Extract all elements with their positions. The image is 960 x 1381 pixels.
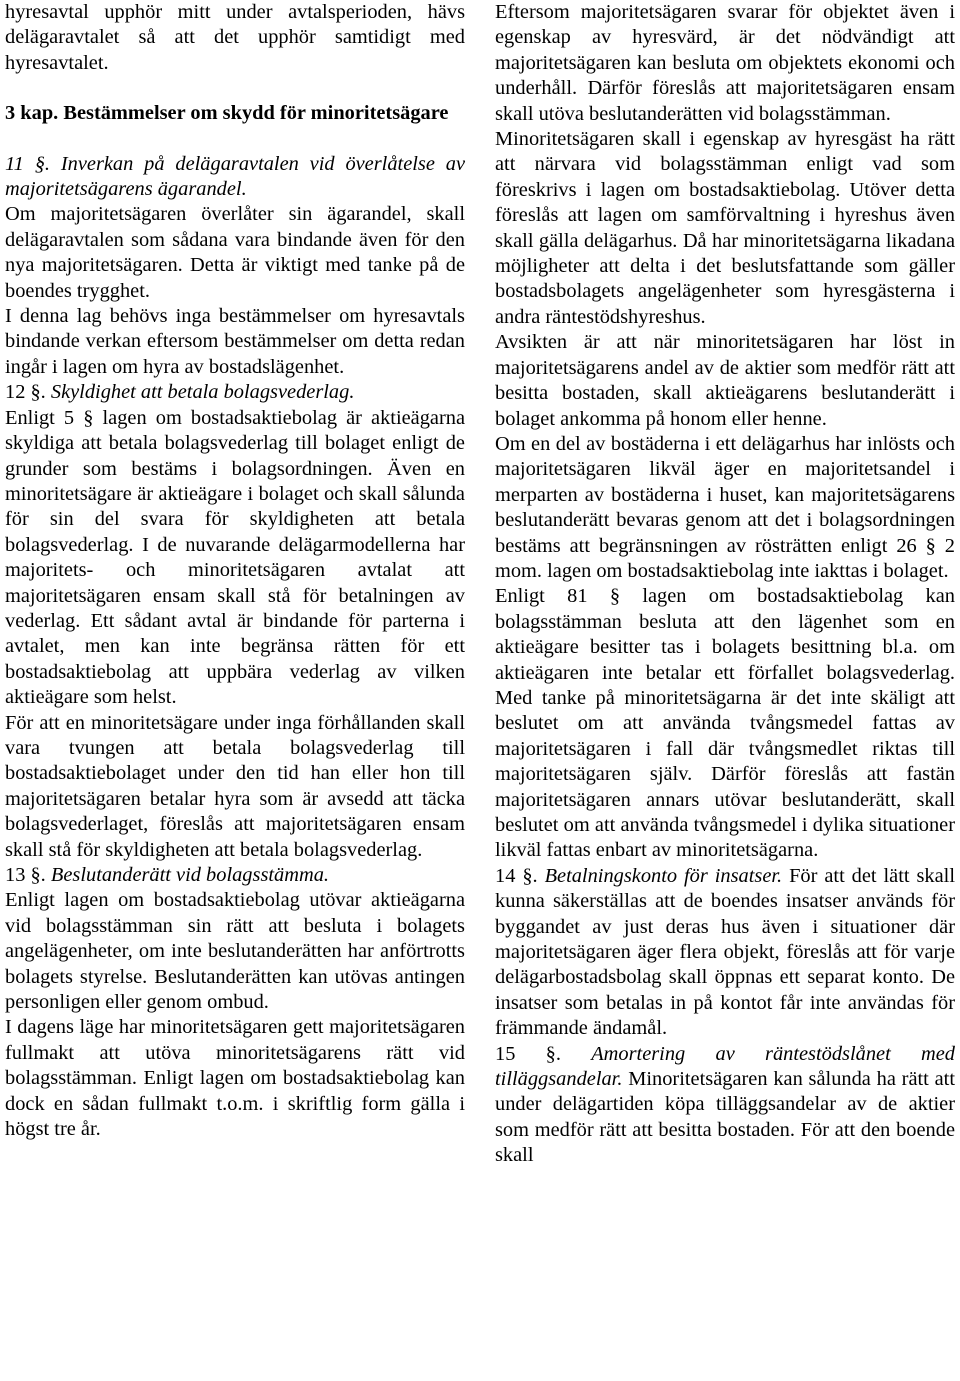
paragraph: Enligt 5 § lagen om bostadsaktiebolag är aktieägarna skyldiga att betala bolagsvederlag till bolaget enligt de grunder som bestäms i bolagsordningen. Även en minoritetsägare är aktieägare i bolaget och skall sålunda för sin del svara för skyldigheten att betala bolagsvederlag. I de nuvarande delägarmodellerna har majoritets- och minoritetsägaren avtalat att majoritetsägaren ensam skall stå för betalningen av vederlag. Ett sådant avtal är bindande för parterna i avtalet, men kan inte begränsa rätten för ett bostadsaktiebolag att uppbära vederlag av vilken aktieägare som helst. (5, 406, 465, 709)
paragraph: hyresavtal upphör mitt under avtalsperioden, hävs delägaravtalet så att det upphör samtidigt med hyresavtalet. (5, 1, 465, 74)
section-heading: Amortering av räntestödslånet med tilläggsandelar. (495, 1042, 955, 1091)
left-column (5, 0, 465, 1142)
section-number: 12 §. (5, 381, 46, 404)
paragraph: Minoritetsägaren skall i egenskap av hyresgäst ha rätt att närvara vid bolagsstämman enligt vad som föreskrivs i lagen om bostadsaktiebolag. Utöver detta föreslås att lagen om samförvaltning i hyreshus även skall gälla delägarhus. Då har minoritetsägarna likadana möjligheter att delta i det beslutsfattande som gäller bostadsbolagets angelägenheter som hyresgästerna i andra räntestödshyreshus. (495, 128, 955, 328)
paragraph: Om en del av bostäderna i ett delägarhus har inlösts och majoritetsägaren likväl äger en majoritetsandel i merparten av bostäderna i huset, kan majoritetsägarens beslutanderätt bevaras genom att det i bolagsordningen bestäms att begränsningen av rösträtten enligt 26 § 2 mom. lagen om bostadsaktiebolag inte iakttas i bolaget. (495, 432, 955, 582)
section-number: 15 §. (495, 1042, 561, 1065)
section-number: 14 §. (495, 864, 538, 887)
section-15 (495, 1042, 955, 1169)
section-heading: Skyldighet att betala bolagsvederlag. (50, 381, 355, 404)
paragraph: Eftersom majoritetsägaren svarar för objektet även i egenskap av hyresvärd, är det nödvändigt att majoritetsägaren kan besluta om objektets ekonomi och underhåll. Därför föreslås att majoritetsägaren ensam skall utöva beslutanderätten vid bolagsstämman. (495, 1, 955, 125)
section-heading: Beslutanderätt vid bolagsstämma. (50, 864, 329, 886)
paragraph: Enligt lagen om bostadsaktiebolag utövar aktieägarna vid bolagsstämman sin rätt att besluta i bolagets angelägenheter, om inte beslutanderätten har anförtrotts bolagets styrelse. Beslutanderätten kan utövas antingen personligen eller genom ombud. (5, 889, 465, 1014)
section-number: 13 §. (5, 864, 46, 886)
section-heading: Betalningskonto för insatser. (544, 864, 783, 887)
section-title-12 (5, 380, 465, 405)
section-14 (495, 864, 955, 1042)
paragraph: Om majoritetsägaren överlåter sin ägarandel, skall delägaravtalen som sådana vara bindande även för den nya majoritetsägaren. Detta är viktigt med tanke på de boendes trygghet. (5, 203, 465, 302)
right-column (495, 0, 955, 1169)
paragraph: Avsikten är att när minoritetsägaren har löst in majoritetsägarens andel av de aktier som medför rätt att besitta bostaden, skall aktieägarens beslutanderätt i bolaget ankomma på honom eller henne. (495, 331, 955, 430)
chapter-heading: 3 kap. Bestämmelser om skydd för minoritetsägare (5, 102, 449, 125)
section-body: Minoritetsägaren kan sålunda ha rätt att under delägartiden köpa tilläggsandelar av de aktier som medför rätt att besitta bostaden. För att den boende skall (495, 1068, 955, 1167)
paragraph: Enligt 81 § lagen om bostadsaktiebolag kan bolagsstämman besluta att den lägenhet som en aktieägare besitter tas i bolagets besittning bl.a. om aktieägaren inte betalar ett förfallet bolagsvederlag. Med tanke på minoritetsägarna är det inte skäligt att beslutet om att använda tvångsmedel fattas av majoritetsägaren i fall där tvångsmedlet riktas till majoritetsägaren själv. Därför föreslås att fastän majoritetsägaren annars utövar beslutanderätt, skall beslutet om att använda tvångsmedel i dylika situationer likväl fattas enbart av minoritetsägarna. (495, 585, 955, 862)
paragraph: I dagens läge har minoritetsägaren gett majoritetsägaren fullmakt att utöva minoritetsägarens rätt vid bolagsstämman. Enligt lagen om bostadsaktiebolag kan dock en sådan fullmakt t.o.m. i skriftlig form gälla i högst tre år. (5, 1016, 465, 1141)
section-body: För att det lätt skall kunna säkerställas att de boendes insatser används för byggandet av just deras hus även i situationer där majoritetsägaren äger flera objekt, föreslås att för varje delägarbostadsbolag skall öppnas ett separat konto. De insatser som betalas in på kontot får inte användas för främmande ändamål. (495, 864, 955, 1040)
section-title-13 (5, 863, 465, 888)
paragraph: I denna lag behövs inga bestämmelser om hyresavtals bindande verkan eftersom bestämmelser om detta redan ingår i lagen om hyra av bostadslägenhet. (5, 305, 465, 378)
section-title-11: 11 §. Inverkan på delägaravtalen vid överlåtelse av majoritetsägarens ägarandel. (5, 152, 465, 201)
paragraph: För att en minoritetsägare under inga förhållanden skall vara tvungen att betala bolagsvederlag till bostadsaktiebolaget under den tid han eller hon till majoritetsägaren betalar hyra som är avsedd att täcka bolagsvederlaget, föreslås att majoritetsägaren ensam skall stå för skyldigheten att betala bolagsvederlag. (5, 711, 465, 861)
